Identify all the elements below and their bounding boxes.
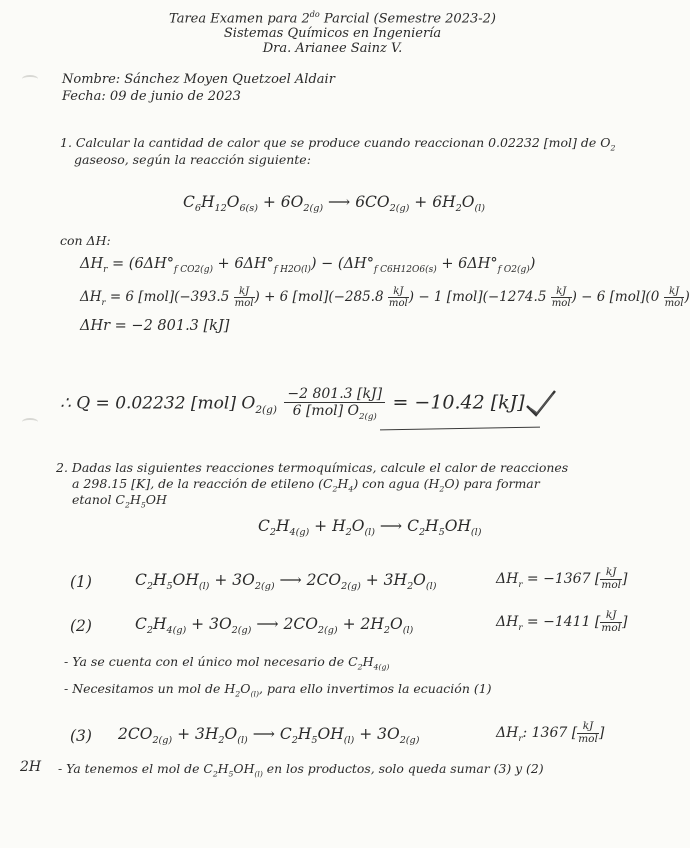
reaction-2-enthalpy: $\Delta H_r = -1411$ [ $\frac{kJ}{\text{mol}}$ ] <box>496 609 628 634</box>
margin-mark: 2H <box>20 759 42 775</box>
reaction-1-enthalpy: $\Delta H_r = -1367$ [ $\frac{kJ}{\text{mol}}$ ] <box>496 566 628 591</box>
problem1-statement-line2: gaseoso, según la reacción siguiente: <box>74 152 311 167</box>
header-line-2: Sistemas Químicos en Ingeniería <box>223 26 442 41</box>
reaction-3-number: (3) <box>70 727 92 745</box>
problem2-note-3: - Ya tenemos el mol de $C_2H_5OH_{(l)}$ en los productos, solo queda sumar (3) y (2) <box>58 761 544 779</box>
q-fraction-denominator: 6 [mol] $O_{2(g)}$ <box>292 403 377 422</box>
result-underline <box>380 427 540 431</box>
problem1-calc-line2: $\Delta H_r = 6$ [mol](−393.5 $\frac{kJ}{\text{mol}}$ ) + 6 [mol](−285.8 $\frac{kJ}{\text{mol}}$ ) − 1 [mol](−1274.5 $\frac{kJ}{\text{mol}}$ ) − 6 [mol](0 $\frac{kJ}{\text{mol}}$ ) <box>80 286 690 310</box>
reaction-2-equation: $C_2H_{4(g)} + 3O_{2(g)}$ ⟶ $2CO_{2(g)} + 2H_2O_{(l)}$ <box>135 615 414 637</box>
problem1-calc-line3: ΔHr = −2 801.3 [kJ] <box>80 318 230 334</box>
header-line-3: Dra. Arianee Sainz V. <box>262 41 403 56</box>
problem1-calc-line1: $\Delta H_r = (6\Delta H^\circ_{f CO2(g)} + 6\Delta H^\circ_{f H2O(l)}) - (\Delta H^\circ_{f C6H12O6(s)} + 6\Delta H^\circ_{f O2(g)})$ <box>80 256 536 275</box>
problem1-reaction: $C_6H_{12}O_{6(s)} + 6O_{2(g)}$ ⟶ $6CO_{2(g)} + 6H_2O_{(l)}$ <box>183 193 485 215</box>
binder-hole-top <box>22 75 38 83</box>
problem1-con-label: con ΔH: <box>60 233 111 248</box>
problem2-statement-line3: etanol $C_2H_5OH$ <box>72 492 167 510</box>
problem1-statement-line1: 1. Calcular la cantidad de calor que se produce cuando reaccionan 0.02232 [mol] de $O_2$ <box>60 135 616 153</box>
reaction-3-equation: $2CO_{2(g)} + 3H_2O_{(l)}$ ⟶ $C_2H_5OH_{(l)} + 3O_{2(g)}$ <box>118 725 420 747</box>
header-line-1: Tarea Examen para $2^{do}$ Parcial (Semestre 2023-2) <box>169 10 496 27</box>
student-date: Fecha: 09 de junio de 2023 <box>62 89 241 104</box>
problem2-main-reaction: $C_2H_{4(g)} + H_2O_{(l)}$ ⟶ $C_2H_5OH_{(l)}$ <box>258 517 482 539</box>
q-result: = −10.42 [kJ] <box>392 391 525 414</box>
binder-hole-middle <box>22 418 38 426</box>
check-mark-icon <box>524 388 558 418</box>
reaction-3-enthalpy: $\Delta H_r$: 1367 [ $\frac{kJ}{\text{mol}}$ ] <box>496 720 605 745</box>
problem2-note-2: - Necesitamos un mol de $H_2O_{(l)}$, para ello invertimos la ecuación (1) <box>64 681 492 699</box>
reaction-2-number: (2) <box>70 617 92 635</box>
problem2-statement-line2: a 298.15 [K], de la reacción de etileno $(C_2H_4)$ con agua $(H_2O)$ para formar <box>72 476 540 494</box>
student-name: Nombre: Sánchez Moyen Quetzoel Aldair <box>62 72 335 87</box>
q-fraction-numerator: −2 801.3 [kJ] <box>284 386 385 403</box>
reaction-1-equation: $C_2H_5OH_{(l)} + 3O_{2(g)}$ ⟶ $2CO_{2(g)} + 3H_2O_{(l)}$ <box>135 571 437 593</box>
reaction-1-number: (1) <box>70 573 92 591</box>
problem1-q-calculation: ∴ Q = 0.02232 [mol] $O_{2(g)}$ $\frac{-2 801.3 [kJ]}{6 [mol] O_{2(g)}}$ = −10.42 [kJ] <box>60 386 525 422</box>
problem2-note-1: - Ya se cuenta con el único mol necesario de $C_2H_{4(g)}$ <box>64 654 390 672</box>
problem2-statement-line1: 2. Dadas las siguientes reacciones termoquímicas, calcule el calor de reacciones <box>56 460 569 475</box>
